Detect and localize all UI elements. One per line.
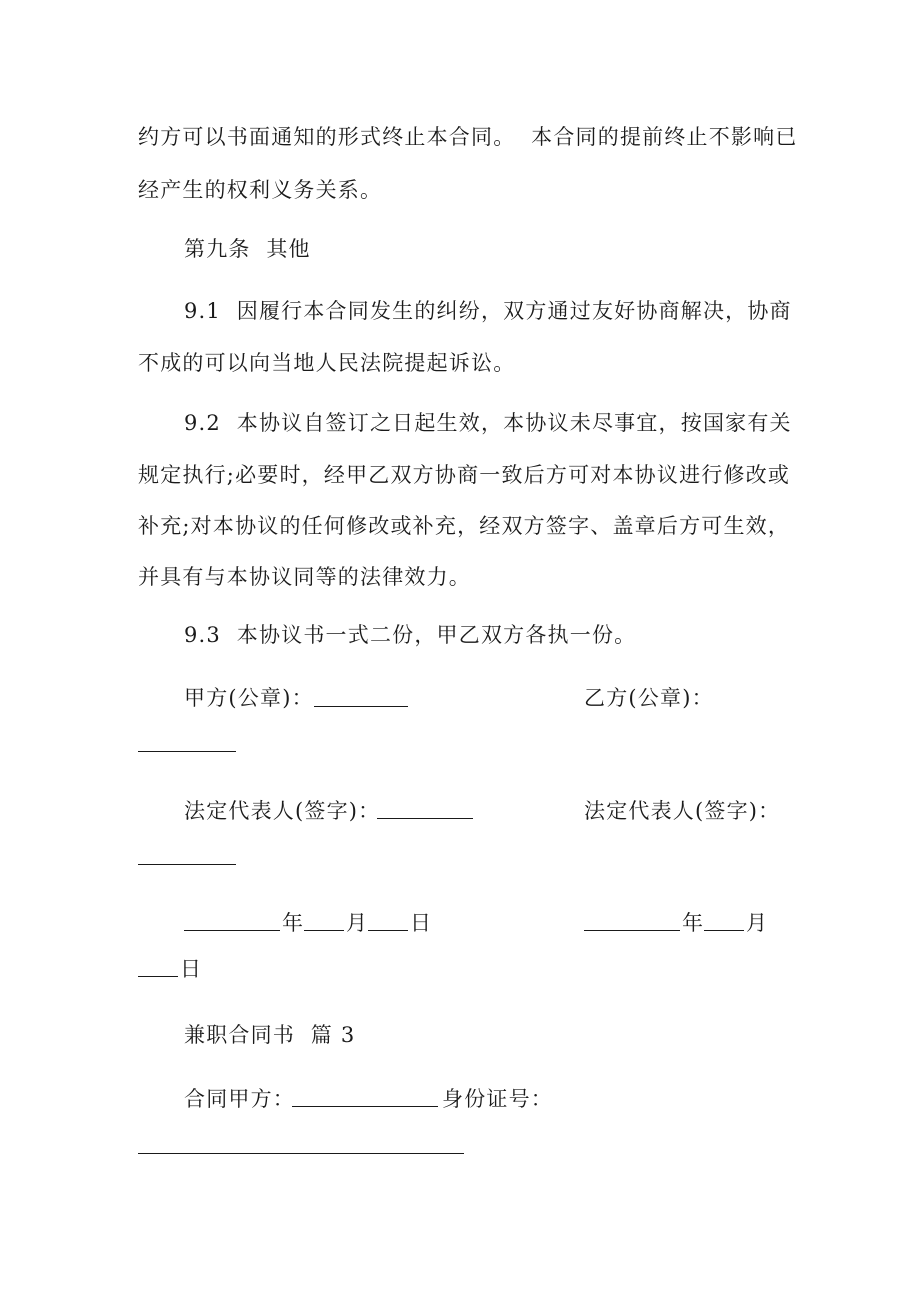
paragraph-line: 规定执行;必要时，经甲乙双方协商一致后方可对本协议进行修改或	[138, 463, 791, 487]
rep-b-blank	[138, 864, 236, 865]
section-title: 兼职合同书 篇 3	[184, 1023, 356, 1047]
party-a-blank	[292, 1106, 438, 1107]
id-number-blank	[138, 1153, 464, 1154]
paragraph-line: 不成的可以向当地人民法院提起诉讼。	[138, 351, 516, 375]
date-a-day-blank	[368, 930, 408, 931]
date-b-month: 月	[746, 911, 769, 935]
party-a-seal-blank	[314, 706, 408, 707]
paragraph-line: 经产生的权利义务关系。	[138, 178, 383, 202]
date-a-day: 日	[410, 911, 433, 935]
party-b-seal-label: 乙方(公章)：	[584, 686, 714, 710]
date-a-month: 月	[346, 911, 369, 935]
date-a-year: 年	[282, 911, 305, 935]
paragraph-line: 补充;对本协议的任何修改或补充，经双方签字、盖章后方可生效，	[138, 514, 791, 538]
rep-a-blank	[377, 818, 473, 819]
date-b-year: 年	[682, 911, 705, 935]
rep-b-label: 法定代表人(签字)：	[584, 799, 781, 823]
date-a-month-blank	[304, 930, 344, 931]
paragraph-line: 并具有与本协议同等的法律效力。	[138, 565, 471, 589]
paragraph-line: 9.3 本协议书一式二份，甲乙双方各执一份。	[184, 623, 637, 647]
date-b-day-blank	[138, 976, 178, 977]
party-a-label: 合同甲方：	[184, 1087, 295, 1111]
date-a-year-blank	[184, 930, 280, 931]
article-title: 第九条 其他	[184, 237, 311, 261]
id-number-label: 身份证号：	[442, 1087, 553, 1111]
paragraph-line: 约方可以书面通知的形式终止本合同。 本合同的提前终止不影响已	[138, 125, 798, 149]
date-b-year-blank	[584, 930, 680, 931]
paragraph-line: 9.2 本协议自签订之日起生效，本协议未尽事宜，按国家有关	[184, 411, 792, 435]
party-a-seal-label: 甲方(公章)：	[184, 686, 314, 710]
date-b-month-blank	[704, 930, 744, 931]
rep-a-label: 法定代表人(签字)：	[184, 799, 381, 823]
date-b-day: 日	[180, 957, 203, 981]
party-b-seal-blank	[138, 751, 236, 752]
paragraph-line: 9.1 因履行本合同发生的纠纷，双方通过友好协商解决，协商	[184, 299, 792, 323]
